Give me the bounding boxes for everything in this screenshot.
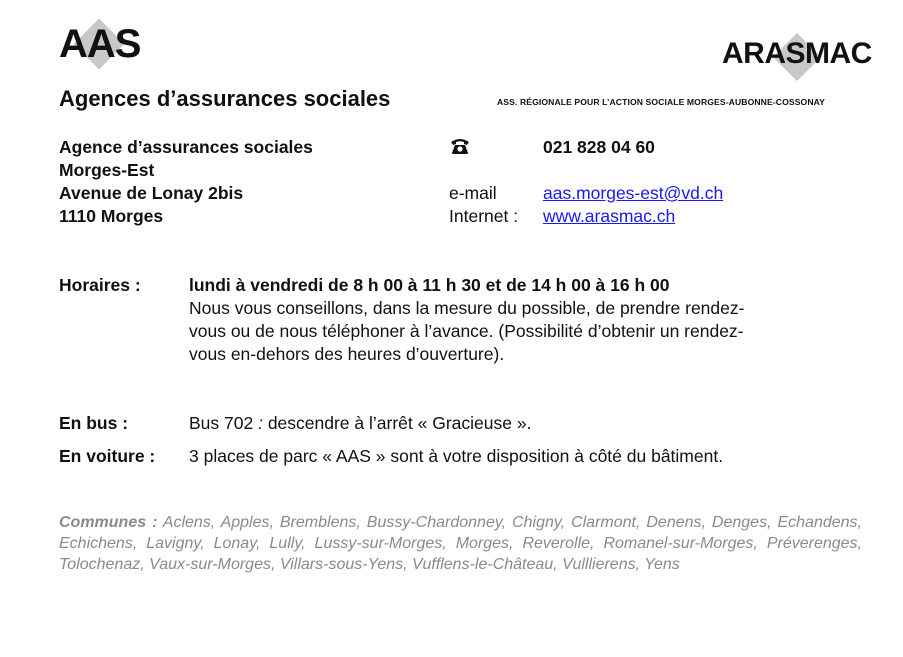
association-name: ASS. RÉGIONALE POUR L’ACTION SOCIALE MORGES-AUBONNE-COSSONAY — [497, 97, 825, 107]
address-line: Morges-Est — [59, 160, 155, 180]
agency-address — [59, 136, 313, 228]
address-line: 1110 Morges — [59, 206, 164, 226]
communes-list: Aclens, Apples, Bremblens, Bussy-Chardonney, Chigny, Clarmont, Denens, Denges, Echandens, Echichens, Lavigny, Lonay, Lully, Lussy-sur-Morges, Morges, Reverolle, Romanel-sur-Morges, Préverenges, Tolochenaz, Vaux-sur-Morges, Villars-sous-Yens, Vufflens-le-Château, Vulllierens, Yens — [59, 514, 862, 573]
communes-label: Communes : — [59, 514, 158, 531]
horaires-label: Horaires : — [59, 275, 141, 295]
horaires-note-line: vous ou de nous téléphoner à l’avance. (Possibilité d’obtenir un rendez- — [189, 321, 744, 341]
internet-label: Internet : — [449, 206, 519, 226]
horaires-text — [189, 274, 839, 366]
telephone-icon — [449, 136, 471, 156]
aas-logo — [59, 16, 179, 72]
bus-text — [189, 412, 839, 435]
bus-line: Bus 702 — [189, 413, 254, 433]
horaires-note-line: vous en-dehors des heures d’ouverture). — [189, 344, 505, 364]
page-title: Agences d’assurances sociales — [59, 86, 391, 111]
horaires-note-line: Nous vous conseillons, dans la mesure du possible, de prendre rendez- — [189, 298, 745, 318]
voiture-text: 3 places de parc « AAS » sont à votre disposition à côté du bâtiment. — [189, 446, 724, 466]
voiture-label: En voiture : — [59, 446, 156, 466]
address-line: Agence d’assurances sociales — [59, 137, 313, 157]
email-link[interactable]: aas.morges-est@vd.ch — [543, 183, 724, 203]
bus-colon: : — [253, 413, 263, 433]
arasmac-logo — [722, 28, 882, 84]
opening-hours: lundi à vendredi de 8 h 00 à 11 h 30 et de 14 h 00 à 16 h 00 — [189, 275, 670, 295]
phone-number: 021 828 04 60 — [543, 137, 655, 157]
address-line: Avenue de Lonay 2bis — [59, 183, 244, 203]
communes-block — [59, 512, 862, 575]
email-label: e-mail — [449, 183, 497, 203]
bus-label: En bus : — [59, 413, 129, 433]
aas-logo-text: AAS — [59, 22, 141, 66]
bus-directions: descendre à l’arrêt « Gracieuse ». — [262, 413, 532, 433]
website-link[interactable]: www.arasmac.ch — [543, 206, 676, 226]
arasmac-logo-text: ARASMAC — [722, 37, 872, 70]
